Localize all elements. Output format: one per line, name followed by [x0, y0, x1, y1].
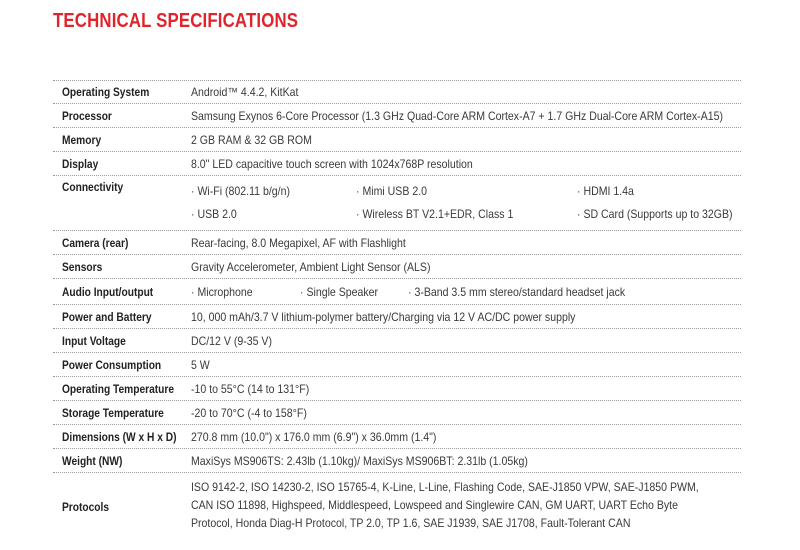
- spec-label: Camera (rear): [62, 235, 129, 250]
- spec-label: Power Consumption: [62, 357, 162, 372]
- spec-row-weight: [53, 449, 741, 473]
- spec-label: Sensors: [62, 259, 103, 274]
- protocols-line: Protocol, Honda Diag-H Protocol, TP 2.0, TP 1.6, SAE J1939, SAE J1708, Fault-Tolerant CAN: [191, 516, 631, 530]
- spec-value: Gravity Accelerometer, Ambient Light Sensor (ALS): [191, 259, 431, 274]
- spec-value: -10 to 55°C (14 to 131°F): [191, 381, 310, 396]
- spec-value: 270.8 mm (10.0") x 176.0 mm (6.9") x 36.0mm (1.4"): [191, 429, 437, 444]
- audio-item: · Microphone: [191, 284, 253, 299]
- connectivity-item: · Wi-Fi (802.11 b/g/n): [191, 184, 290, 198]
- spec-value: MaxiSys MS906TS: 2.43lb (1.10kg)/ MaxiSys MS906BT: 2.31lb (1.05kg): [191, 453, 528, 468]
- spec-value: 5 W: [191, 357, 210, 372]
- spec-row-protocols: [53, 473, 741, 541]
- spec-value: Rear-facing, 8.0 Megapixel, AF with Flashlight: [191, 235, 406, 250]
- spec-row-camera: [53, 231, 741, 255]
- spec-label: Display: [62, 156, 99, 171]
- page-title: TECHNICAL SPECIFICATIONS: [53, 10, 299, 32]
- spec-row-processor: [53, 104, 741, 128]
- connectivity-item: · SD Card (Supports up to 32GB): [577, 207, 733, 221]
- protocols-line: CAN ISO 11898, Highspeed, Middlespeed, Lowspeed and Singlewire CAN, GM UART, UART Echo Byte: [191, 498, 678, 512]
- spec-label: Operating Temperature: [62, 381, 175, 396]
- connectivity-item: · HDMI 1.4a: [577, 184, 634, 198]
- spec-label: Storage Temperature: [62, 405, 164, 420]
- spec-row-operating-temperature: [53, 377, 741, 401]
- spec-value: 2 GB RAM & 32 GB ROM: [191, 132, 312, 147]
- spec-row-input-voltage: [53, 329, 741, 353]
- spec-label: Power and Battery: [62, 309, 152, 324]
- spec-row-storage-temperature: [53, 401, 741, 425]
- spec-value: 8.0" LED capacitive touch screen with 1024x768P resolution: [191, 156, 473, 171]
- audio-item: · 3-Band 3.5 mm stereo/standard headset jack: [408, 284, 626, 299]
- spec-label: Connectivity: [62, 180, 124, 194]
- spec-row-memory: [53, 128, 741, 152]
- spec-value: DC/12 V (9-35 V): [191, 333, 273, 348]
- spec-label: Memory: [62, 132, 102, 147]
- spec-row-display: [53, 152, 741, 176]
- spec-label: Weight (NW): [62, 453, 123, 468]
- spec-row-power-battery: [53, 305, 741, 329]
- connectivity-item: · Wireless BT V2.1+EDR, Class 1: [356, 207, 514, 221]
- spec-row-power-consumption: [53, 353, 741, 377]
- spec-table: [53, 80, 741, 541]
- protocols-value: [191, 478, 699, 532]
- spec-row-audio: [53, 279, 741, 305]
- spec-value: Samsung Exynos 6-Core Processor (1.3 GHz Quad-Core ARM Cortex-A7 + 1.7 GHz Dual-Core ARM Cortex-A15): [191, 108, 724, 123]
- connectivity-item: · USB 2.0: [191, 207, 237, 221]
- spec-value: 10, 000 mAh/3.7 V lithium-polymer battery/Charging via 12 V AC/DC power supply: [191, 309, 576, 324]
- spec-row-connectivity: [53, 176, 741, 231]
- spec-label: Operating System: [62, 85, 150, 99]
- spec-row-dimensions: [53, 425, 741, 449]
- spec-label: Audio Input/output: [62, 284, 154, 299]
- spec-value: Android™ 4.4.2, KitKat: [191, 85, 299, 99]
- spec-row-operating-system: [53, 81, 741, 104]
- spec-label: Protocols: [62, 500, 110, 514]
- spec-label: Processor: [62, 108, 112, 123]
- spec-row-sensors: [53, 255, 741, 279]
- spec-value: -20 to 70°C (-4 to 158°F): [191, 405, 307, 420]
- connectivity-item: · Mimi USB 2.0: [356, 184, 428, 198]
- audio-item: · Single Speaker: [300, 284, 379, 299]
- protocols-line: ISO 9142-2, ISO 14230-2, ISO 15765-4, K-Line, L-Line, Flashing Code, SAE-J1850 VPW, SAE-J1850 PWM,: [191, 480, 699, 494]
- spec-label: Input Voltage: [62, 333, 126, 348]
- spec-label: Dimensions (W x H x D): [62, 429, 177, 444]
